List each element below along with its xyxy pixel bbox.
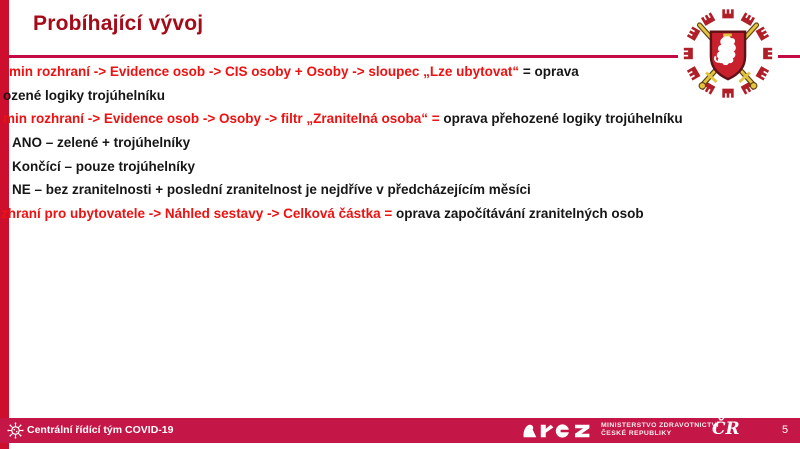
bullet-line-7-highlight: zhraní pro ubytovatele -> Náhled sestavy -> Celková částka = <box>1 206 393 222</box>
ministry-of-health-logo-icon <box>521 421 593 441</box>
ministry-name-line1: MINISTERSTVO ZDRAVOTNICTVÍ <box>601 422 719 429</box>
bullet-line-3-highlight: min rozhraní -> Evidence osob -> Osoby -> filtr „Zranitelná osoba“ = <box>3 111 440 127</box>
sub-bullet-ano <box>0 131 800 155</box>
footer-team-label: Centrální řídící tým COVID-19 <box>27 424 174 436</box>
bullet-line-3-text: oprava přehozené logiky trojúhelníku <box>439 111 683 127</box>
czech-lion-crossed-swords-icon <box>680 6 776 101</box>
virus-icon <box>6 421 25 440</box>
page-number: 5 <box>782 424 789 436</box>
page-title: Probíhající vývoj <box>33 12 204 35</box>
coat-of-arms-emblem <box>678 4 778 103</box>
sub-bullet-koncici <box>0 155 800 179</box>
ministry-name <box>601 422 719 439</box>
sub-bullet-ne-text: NE – bez zranitelnosti + poslední zranitelnost je nejdříve v předcházejícím měsíci <box>12 182 531 198</box>
bullet-line-7 <box>0 202 800 226</box>
sub-bullet-ano-text: ANO – zelené + trojúhelníky <box>12 135 191 151</box>
bullet-line-2-text: ozené logiky trojúhelníku <box>3 87 166 103</box>
ministry-name-line2: ČESKÉ REPUBLIKY <box>601 430 672 438</box>
cr-monogram-icon: ČR <box>712 419 740 439</box>
sub-bullet-ne <box>0 178 800 202</box>
sub-bullet-koncici-text: Končící – pouze trojúhelníky <box>12 158 196 174</box>
bullet-line-1-text: = oprava <box>519 64 579 79</box>
bullet-line-3 <box>0 107 800 131</box>
footer-bar <box>0 418 800 443</box>
bullet-line-1-highlight: min rozhraní -> Evidence osob -> CIS osoby + Osoby -> sloupec „Lze ubytovat“ <box>9 64 520 79</box>
bullet-line-7-text: oprava započítávání zranitelných osob <box>392 206 644 222</box>
